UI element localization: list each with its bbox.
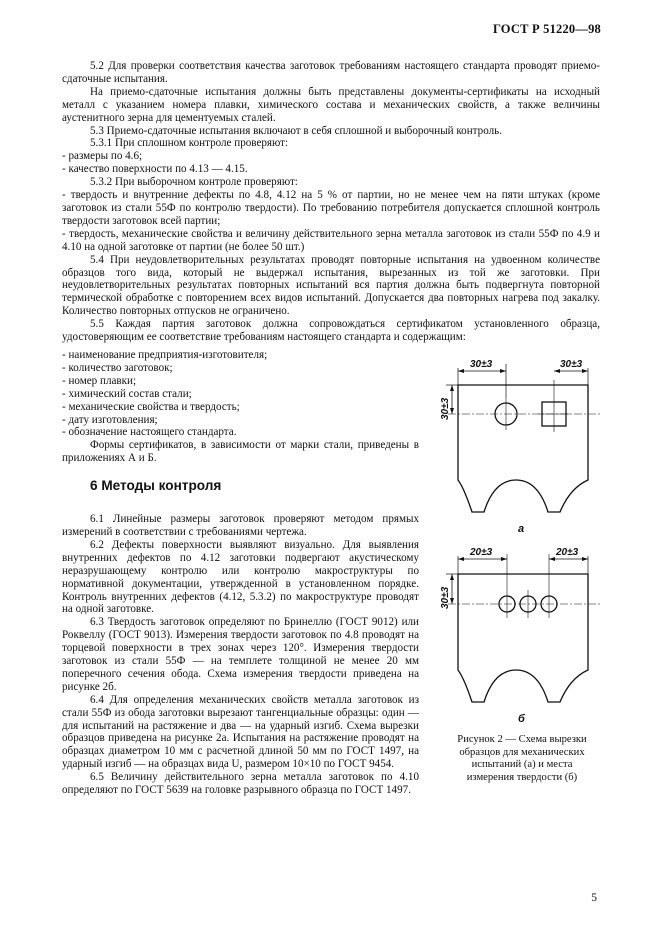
list-item: - размеры по 4.6; (62, 150, 143, 163)
list-item: - дату изготовления; (62, 413, 158, 426)
paragraph-certificates-metal: На приемо-сдаточные испытания должны быть представлены документы-сертификаты на исходный металл с указанием номера плавки, химического состава и механических свойств, а также величины аустенитного зерна для цементуемых сталей. (62, 85, 600, 124)
page-number: 5 (591, 892, 597, 904)
paragraph-5-3-2: 5.3.2 При выборочном контроле проверяют: (90, 176, 298, 189)
list-item-hardness: - твердость и внутренние дефекты по 4.8, 4.12 на 5 % от партии, но не менее чем на пяти штуках (кроме заготовок из стали 55Ф по контролю твердости). По требованию потребителя допускается сплошной контроль твердости заготовок всей партии; (62, 189, 600, 227)
paragraph-5-5: 5.5 Каждая партия заготовок должна сопровождаться сертификатом установленного образца, удостоверяющим ее соответствие требованиям настоящего стандарта и содержащим: (62, 318, 600, 344)
dimension-label-b-left: 20±3 (470, 547, 493, 558)
dimension-label-a-right: 30±3 (560, 359, 583, 370)
figure-2-caption: Рисунок 2 — Схема вырезки образцов для механических испытаний (а) и места измерения твердости (б) (457, 734, 587, 783)
paragraph-6-2: 6.2 Дефекты поверхности выявляют визуально. Для выявления внутренних дефектов по 4.12 заготовки подвергают акустическому неразрушающему контролю или контролю макроструктуры по нормативной документации, утвержденной в установленном порядке. Контроль внутренних дефектов (4.12, 5.3.2) по макроструктуре проводят на одной заготовке. (62, 538, 419, 616)
figure-label-b: б (518, 713, 525, 725)
blank-outline-a (458, 385, 588, 512)
paragraph-5-3-1: 5.3.1 При сплошном контроле проверяют: (90, 137, 289, 150)
certificates-note: Формы сертификатов, в зависимости от марки стали, приведены в приложениях А и Б. (62, 439, 419, 465)
list-item: - наименование предприятия-изготовителя; (62, 349, 268, 361)
paragraph-6-5: 6.5 Величину действительного зерна металла заготовок по 4.10 определяют по ГОСТ 5639 на головке разрывного образца по ГОСТ 1497. (62, 771, 419, 797)
paragraph-5-2: 5.2 Для проверки соответствия качества заготовок требованиям настоящего стандарта проводят приемо-сдаточные испытания. (62, 60, 600, 85)
list-item: - механические свойства и твердость; (62, 400, 240, 413)
dimension-label-b-right: 20±3 (556, 547, 579, 558)
list-item: - качество поверхности по 4.13 — 4.15. (62, 163, 248, 176)
list-item: - химический состав стали; (62, 387, 192, 400)
paragraph-6-1: 6.1 Линейные размеры заготовок проверяют методом прямых измерений в соответствии с требованиями чертежа. (62, 513, 419, 538)
dimension-label-a-vertical: 30±3 (440, 397, 451, 420)
paragraph-5-4: 5.4 При неудовлетворительных результатах проводят повторные испытания на удвоенном количестве образцов того вида, который не выдержал испытания, вырезанных из той же заготовки. При неудовлетворительных результатах повторных испытаний вся партия должна быть подвергнута повторной термической обработке с повторением всех видов испытаний. Допускается два повторных нагрева под закалку. Количество повторных отпусков не ограничено. (62, 253, 600, 318)
list-item: - номер плавки; (62, 374, 137, 387)
paragraph-6-4: 6.4 Для определения механических свойств металла заготовок из стали 55Ф из обода заготовки вырезают тангенциальные образцы: один — для испытаний на растяжение и два — на ударный изгиб. Схема вырезки образцов приведена на рисунке 2а. Испытания на растяжение проводят на образцах диаметром 10 мм с расчетной длиной 50 мм по ГОСТ 1497, на ударный изгиб — на образцах вида U, размером 10×10 по ГОСТ 9454. (62, 693, 419, 771)
paragraph-6-3: 6.3 Твердость заготовок определяют по Бринеллю (ГОСТ 9012) или Роквеллу (ГОСТ 9013). Измерения твердости заготовок по 4.8 проводят на торцевой поверхности в трех зонах через 120°. Измерения твердости заготовок из стали 55Ф — на темплете толщиной не менее 20 мм поперечного сечения обода. Схема измерения твердости приведена на рисунке 2б. (62, 616, 419, 693)
list-item-mechanical: - твердость, механические свойства и величину действительного зерна металла заготовок из стали 55Ф по 4.9 и 4.10 на одной заготовке от партии (не более 50 шт.) (62, 227, 600, 253)
section-6-title: 6 Методы контроля (90, 478, 222, 494)
dimension-label-b-vertical: 30±3 (440, 586, 451, 609)
figure-label-a: а (518, 523, 525, 535)
upper-text-block (62, 60, 600, 344)
left-column-text (62, 349, 419, 797)
dimension-label-a-left: 30±3 (470, 359, 493, 370)
list-item: - обозначение настоящего стандарта. (62, 426, 237, 439)
list-item: - количество заготовок; (62, 361, 173, 374)
figure-2-drawing (430, 350, 610, 735)
document-code-header: ГОСТ Р 51220—98 (492, 22, 601, 36)
blank-outline-b (458, 574, 588, 702)
paragraph-5-3: 5.3 Приемо-сдаточные испытания включают в себя сплошной и выборочный контроль. (90, 124, 502, 137)
